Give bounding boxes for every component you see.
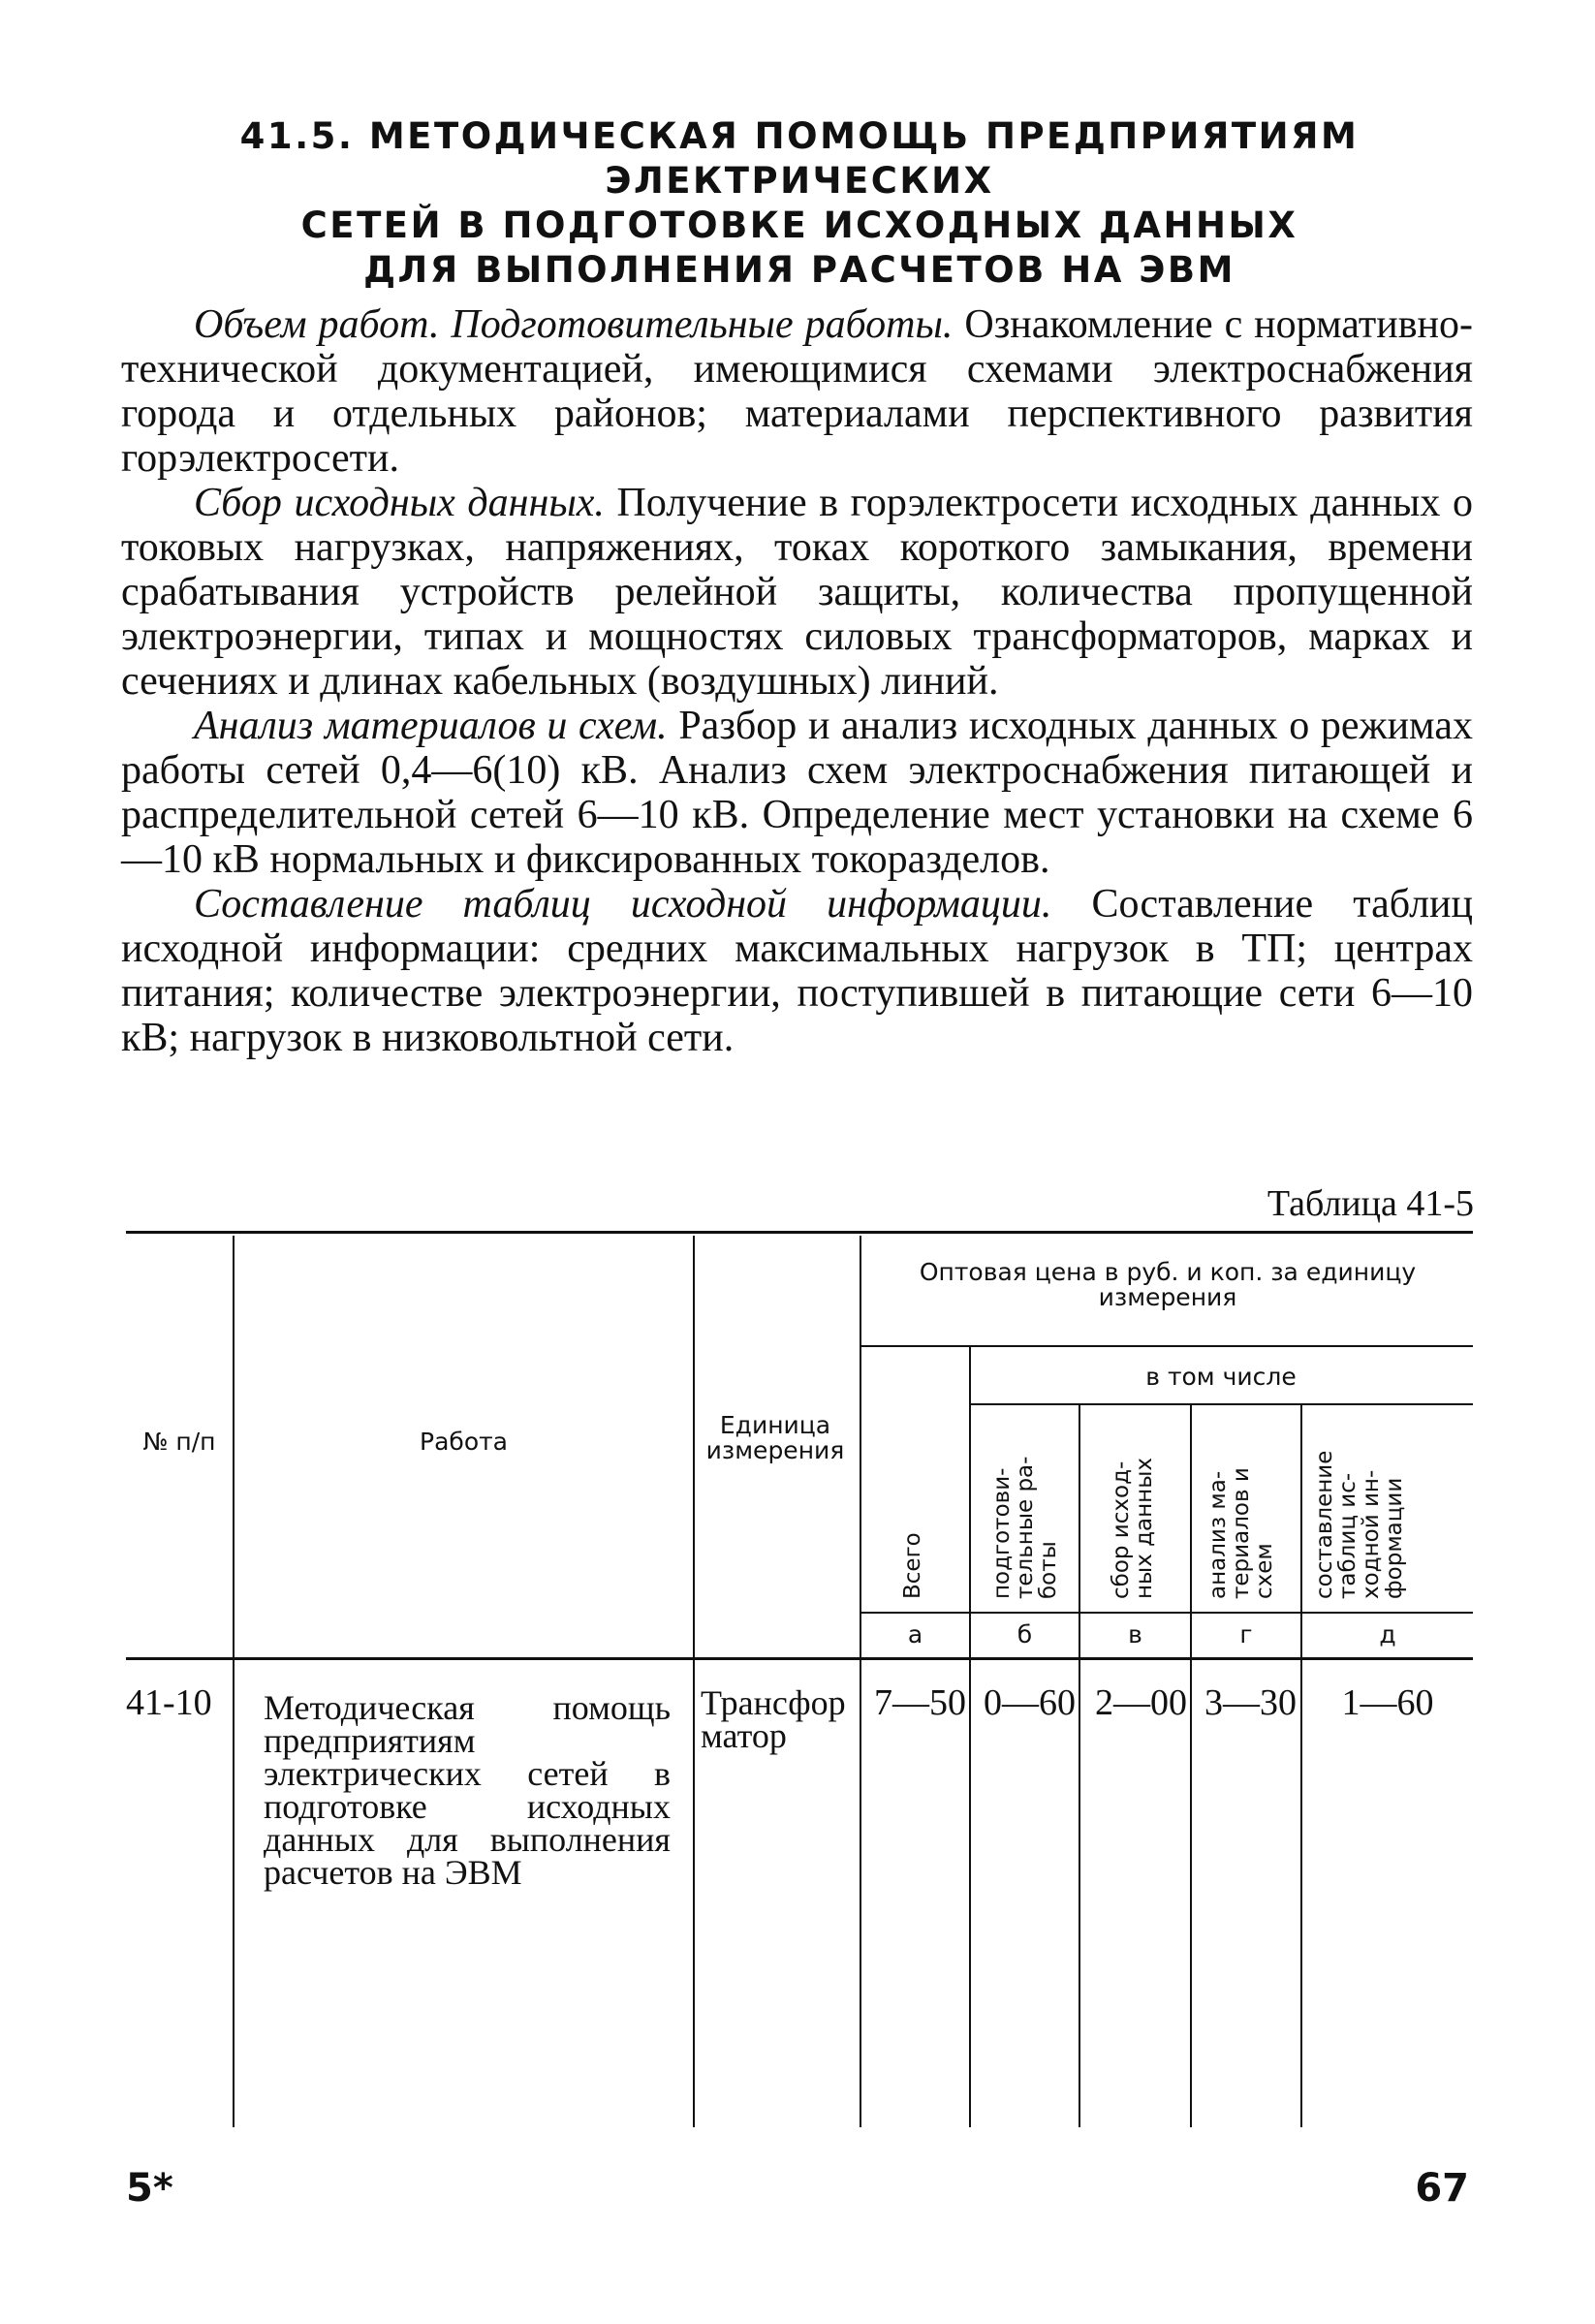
- column-letter: д: [1379, 1620, 1396, 1649]
- header-total: Всего: [900, 1532, 925, 1599]
- header-price-group: Оптовая цена в руб. и коп. за единицу измерения: [919, 1258, 1417, 1311]
- paragraph-tables: [121, 882, 1473, 1060]
- paragraph-text: Составление таблиц исходной информации: средних максимальных нагрузок в ТП; центрах питания; количестве электроэнергии, поступившей в питающие сети 6—10 кВ; нагрузок в низковольтной сети.: [121, 882, 1473, 1060]
- table-col-divider: [969, 1345, 971, 2127]
- paragraph-lead: Составление таблиц исходной информации.: [194, 882, 1052, 926]
- body-text: [121, 302, 1473, 1060]
- table-row-value-tables: 1—60: [1341, 1682, 1434, 1723]
- header-work: Работа: [420, 1428, 508, 1456]
- paragraph-text: Ознакомление с нормативно-технической документацией, имеющимися схемами электроснабжения города и отдельных районов; материалами перспективного развития горэлектросети.: [121, 302, 1473, 481]
- section-heading: [126, 114, 1473, 293]
- table-row-num: 41-10: [126, 1682, 212, 1723]
- table-col-divider: [693, 1236, 695, 2127]
- heading-line-2: СЕТЕЙ В ПОДГОТОВКЕ ИСХОДНЫХ ДАННЫХ: [300, 204, 1298, 246]
- table-top-rule: [126, 1231, 1473, 1234]
- table-row-value-collect: 2—00: [1095, 1682, 1187, 1723]
- header-num: № п/п: [142, 1428, 216, 1456]
- column-letter: г: [1239, 1620, 1253, 1649]
- header-including: в том числе: [1145, 1363, 1297, 1391]
- table-row-work: Методическая помощь предприятиям электрических сетей в подготовке исходных данных для выполнения расчетов на ЭВМ: [264, 1688, 671, 1892]
- table-caption: Таблица 41-5: [1267, 1183, 1474, 1224]
- column-letter: в: [1128, 1620, 1142, 1649]
- page-number: 67: [1415, 2166, 1469, 2211]
- table-col-divider: [860, 1236, 861, 2127]
- table-row-total: 7—50: [874, 1682, 966, 1723]
- signature-mark: 5*: [126, 2166, 173, 2211]
- paragraph-scope: [121, 302, 1473, 481]
- paragraph-analysis: [121, 704, 1473, 882]
- paragraph-lead: Объем работ. Подготовительные работы.: [194, 302, 954, 347]
- paragraph-text: Разбор и анализ исходных данных о режимах работы сетей 0,4—6(10) кВ. Анализ схем электроснабжения питающей и распределительной сетей 6—10 кВ. Определение мест установки на схеме 6—10 кВ нормальных и фиксированных токоразделов.: [121, 704, 1473, 882]
- table-price-rule: [860, 1345, 1473, 1347]
- heading-line-1: 41.5. МЕТОДИЧЕСКАЯ ПОМОЩЬ ПРЕДПРИЯТИЯМ ЭЛЕКТРИЧЕСКИХ: [239, 115, 1360, 202]
- table-row-value-analysis: 3—30: [1204, 1682, 1297, 1723]
- header-sub-analysis: анализ ма- териалов и схем: [1205, 1467, 1277, 1599]
- paragraph-lead: Сбор исходных данных.: [194, 481, 605, 525]
- header-sub-collect: сбор исход- ных данных: [1109, 1458, 1157, 1599]
- paragraph-data-collection: [121, 481, 1473, 704]
- table-col-divider: [1190, 1403, 1192, 2127]
- table-letters-rule: [860, 1612, 1473, 1614]
- price-table: [126, 1231, 1473, 2132]
- header-unit: Единица измерения: [705, 1411, 845, 1464]
- table-col-divider: [1079, 1403, 1080, 2127]
- paragraph-text: Получение в горэлектросети исходных данных о токовых нагрузках, напряжениях, токах короткого замыкания, времени срабатывания устройств релейной защиты, количества пропущенной электроэнергии, типах и мощностях силовых трансформаторов, марках и сечениях и длинах кабельных (воздушных) линий.: [121, 481, 1474, 704]
- header-sub-tables: составление таблиц ис- ходной ин- формации: [1312, 1450, 1407, 1599]
- table-col-divider: [233, 1236, 235, 2127]
- column-letter: а: [907, 1620, 923, 1649]
- table-row-unit: Трансформатор: [701, 1683, 846, 1755]
- header-sub-prep: подготови- тельные ра- боты: [989, 1456, 1061, 1599]
- table-including-rule: [969, 1403, 1473, 1405]
- column-letter: б: [1016, 1620, 1033, 1649]
- table-header-rule: [126, 1657, 1473, 1660]
- table-col-divider: [1300, 1403, 1302, 2127]
- paragraph-lead: Анализ материалов и схем.: [194, 704, 668, 748]
- table-row-value-prep: 0—60: [984, 1682, 1076, 1723]
- heading-line-3: ДЛЯ ВЫПОЛНЕНИЯ РАСЧЕТОВ НА ЭВМ: [363, 249, 1235, 291]
